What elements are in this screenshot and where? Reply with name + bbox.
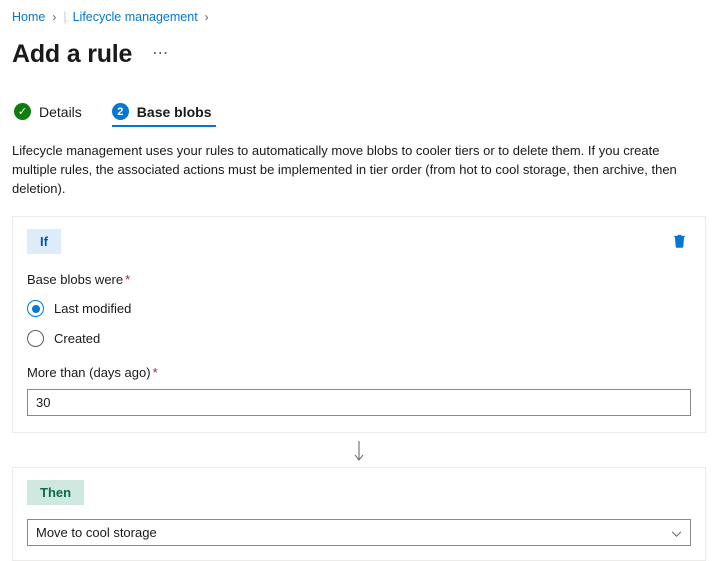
breadcrumb [12, 0, 706, 34]
radio-created[interactable] [27, 330, 691, 347]
if-card-header [27, 229, 691, 254]
required-marker-days: * [152, 365, 158, 380]
if-condition-card [12, 216, 706, 433]
delete-rule-icon[interactable] [668, 231, 691, 253]
more-than-days-text: More than (days ago) [27, 365, 151, 380]
then-card-header [27, 480, 691, 505]
step-number-badge: 2 [112, 103, 129, 120]
radio-created-label: Created [54, 331, 101, 346]
breadcrumb-separator-icon: › [52, 10, 57, 24]
base-blobs-were-label [27, 272, 691, 287]
tab-details[interactable] [14, 103, 86, 127]
more-actions-icon[interactable]: ⋯ [152, 45, 169, 62]
base-blobs-were-text: Base blobs were [27, 272, 124, 287]
breadcrumb-divider: | [63, 10, 67, 24]
page-title: Add a rule [12, 40, 133, 68]
page-description: Lifecycle management uses your rules to automatically move blobs to cooler tiers or to delete them. If you create multiple rules, the associated actions must be implemented in tier order (from hot to cool storage, then archive, then deletion). [12, 143, 677, 196]
flow-arrow [12, 441, 706, 465]
wizard-steps [12, 95, 706, 127]
days-ago-input[interactable] [27, 389, 691, 416]
radio-checked-icon [27, 300, 44, 317]
breadcrumb-item-home[interactable]: Home [12, 10, 46, 24]
breadcrumb-separator-icon-2: › [204, 10, 209, 24]
radio-last-modified[interactable] [27, 300, 691, 317]
radio-last-modified-label: Last modified [54, 301, 132, 316]
radio-unchecked-icon [27, 330, 44, 347]
then-pill-label: Then [27, 480, 84, 505]
more-than-days-label [27, 365, 691, 380]
tab-details-label: Details [39, 103, 82, 120]
tab-base-blobs-label: Base blobs [136, 103, 212, 120]
check-icon: ✓ [14, 103, 31, 120]
if-pill-label: If [27, 229, 61, 254]
breadcrumb-item-lifecycle-management[interactable]: Lifecycle management [72, 10, 198, 24]
required-marker: * [125, 272, 131, 287]
action-select-wrapper [27, 519, 691, 546]
tab-base-blobs[interactable] [112, 103, 216, 127]
then-action-card [12, 467, 706, 561]
title-row [12, 40, 706, 69]
action-select[interactable] [27, 519, 691, 546]
